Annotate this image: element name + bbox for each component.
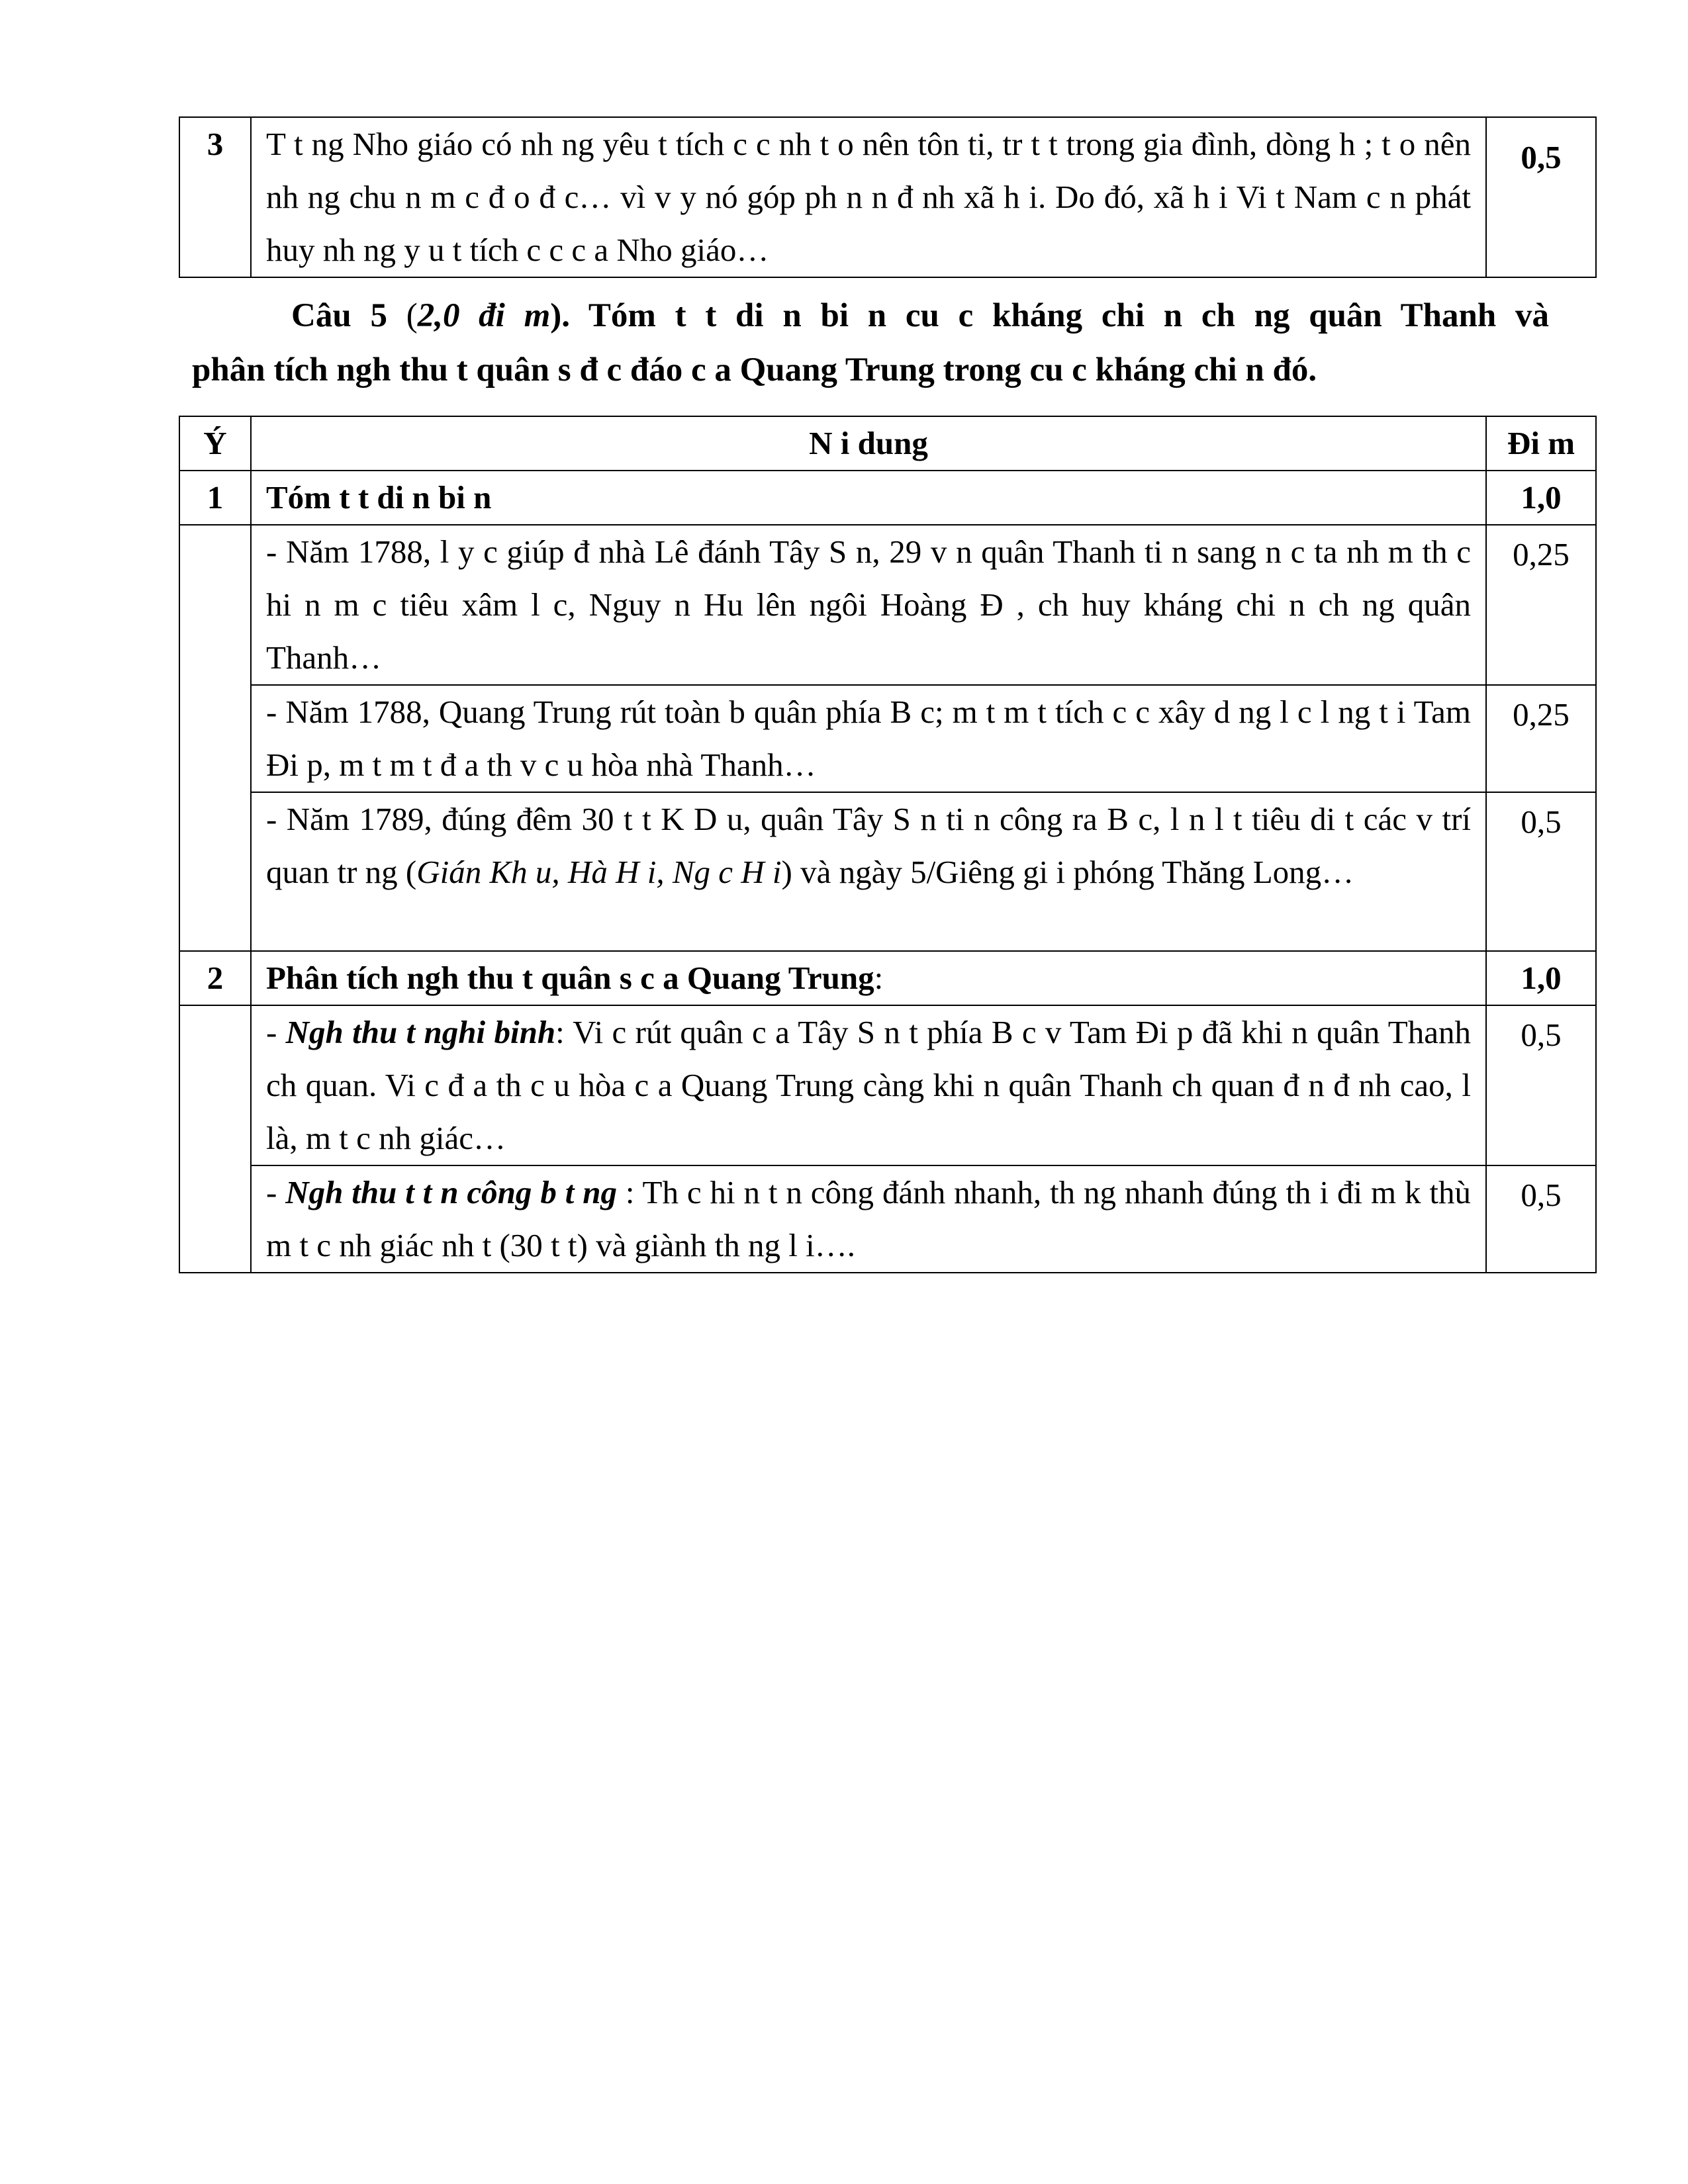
section-2-item-2-score: 0,5: [1486, 1165, 1596, 1273]
section-2-title-cell: [251, 951, 1486, 1005]
section-2-row: [179, 951, 1596, 1005]
row-score: 0,5: [1486, 117, 1596, 277]
section-1-item-1: - Năm 1788, l y c giúp đ nhà Lê đánh Tây S n, 29 v n quân Thanh ti n sang n c ta nh m th c hi n m c tiêu xâm l c, Nguy n Hu lên ngôi Hoàng Đ , ch huy kháng chi n ch ng quân Thanh…: [251, 525, 1486, 685]
header-score: Đi m: [1486, 416, 1596, 471]
section-2-title-suffix: :: [874, 960, 884, 996]
section-1-item-2: - Năm 1788, Quang Trung rút toàn b quân phía B c; m t m t tích c c xây d ng l c l ng t i Tam Đi p, m t m t đ a th v c u hòa nhà Thanh…: [251, 685, 1486, 792]
answer-table-continued: [179, 116, 1597, 278]
section-2-item-1-label: Ngh thu t nghi binh: [285, 1014, 556, 1050]
table-row: [179, 792, 1596, 951]
section-1-item-1-score: 0,25: [1486, 525, 1596, 685]
section-2-item-2-text: Th c hi n t n công đánh nhanh, th ng nhanh đúng th i đi m k thù m t c nh giác nh t (30 t t) và giành th ng l i….: [266, 1174, 1471, 1263]
section-1-row: [179, 471, 1596, 525]
section-1-item-3-score: 0,5: [1486, 792, 1596, 951]
section-1-item-3-text-before: - Năm 1789, đúng đêm 30 t t K D u, quân Tây S n ti n công ra B c, l n l t tiêu di t các v trí quan tr ng (: [266, 801, 1471, 890]
section-1-item-3-places: Gián Kh u, Hà H i, Ng c H i: [416, 854, 782, 890]
table-row: [179, 1165, 1596, 1273]
table-header-row: [179, 416, 1596, 471]
section-2-blank: [179, 1005, 251, 1273]
section-1-score: 1,0: [1486, 471, 1596, 525]
section-2-item-1-score: 0,5: [1486, 1005, 1596, 1165]
header-y: Ý: [179, 416, 251, 471]
question-points: 2,0 đi m: [417, 297, 551, 334]
section-2-item-2-colon: :: [617, 1174, 635, 1210]
section-2-item-1-lead: -: [266, 1014, 286, 1050]
section-2-score: 1,0: [1486, 951, 1596, 1005]
table-row: [179, 525, 1596, 685]
section-1-index: 1: [179, 471, 251, 525]
section-1-item-3-text-after: ) và ngày 5/Giêng gi i phóng Thăng Long…: [781, 854, 1354, 890]
header-content: N i dung: [251, 416, 1486, 471]
row-content: T t ng Nho giáo có nh ng yêu t tích c c nh t o nên tôn ti, tr t t trong gia đình, dòng h ; t o nên nh ng chu n m c đ o đ c… vì v y nó góp ph n n đ nh xã h i. Do đó, xã h i Vi t Nam c n phát huy nh ng y u t tích c c c a Nho giáo…: [251, 117, 1486, 277]
answer-table: [179, 416, 1597, 1273]
question-text-line1: Tóm t t di n bi n cu c kháng chi n ch ng quân Thanh và: [588, 297, 1549, 334]
section-1-item-3: [251, 792, 1486, 951]
row-index: 3: [179, 117, 251, 277]
question-label: Câu 5: [291, 297, 387, 334]
section-2-item-1: [251, 1005, 1486, 1165]
question-text-line2: phân tích ngh thu t quân s đ c đáo c a Quang Trung trong cu c kháng chi n đó.: [192, 351, 1317, 388]
section-1-item-2-score: 0,25: [1486, 685, 1596, 792]
section-2-item-2-label: Ngh thu t t n công b t ng: [285, 1174, 617, 1210]
table-row: [179, 117, 1596, 277]
section-2-title: Phân tích ngh thu t quân s c a Quang Trung: [266, 960, 874, 996]
section-2-item-1-colon: :: [555, 1014, 565, 1050]
section-2-item-2: [251, 1165, 1486, 1273]
section-1-title: Tóm t t di n bi n: [251, 471, 1486, 525]
question-heading: [192, 289, 1549, 397]
table-row: [179, 1005, 1596, 1165]
question-points-open: (: [406, 297, 418, 334]
section-2-item-1-text: Vi c rút quân c a Tây S n t phía B c v Tam Đi p đã khi n quân Thanh ch quan. Vi c đ a th c u hòa c a Quang Trung càng khi n quân Thanh ch quan đ n đ nh cao, l là, m t c nh giác…: [266, 1014, 1471, 1156]
question-points-close: ).: [550, 297, 571, 334]
section-2-item-2-lead: -: [266, 1174, 286, 1210]
section-2-index: 2: [179, 951, 251, 1005]
section-1-blank: [179, 525, 251, 951]
question-line-1: [192, 289, 1549, 343]
table-row: [179, 685, 1596, 792]
